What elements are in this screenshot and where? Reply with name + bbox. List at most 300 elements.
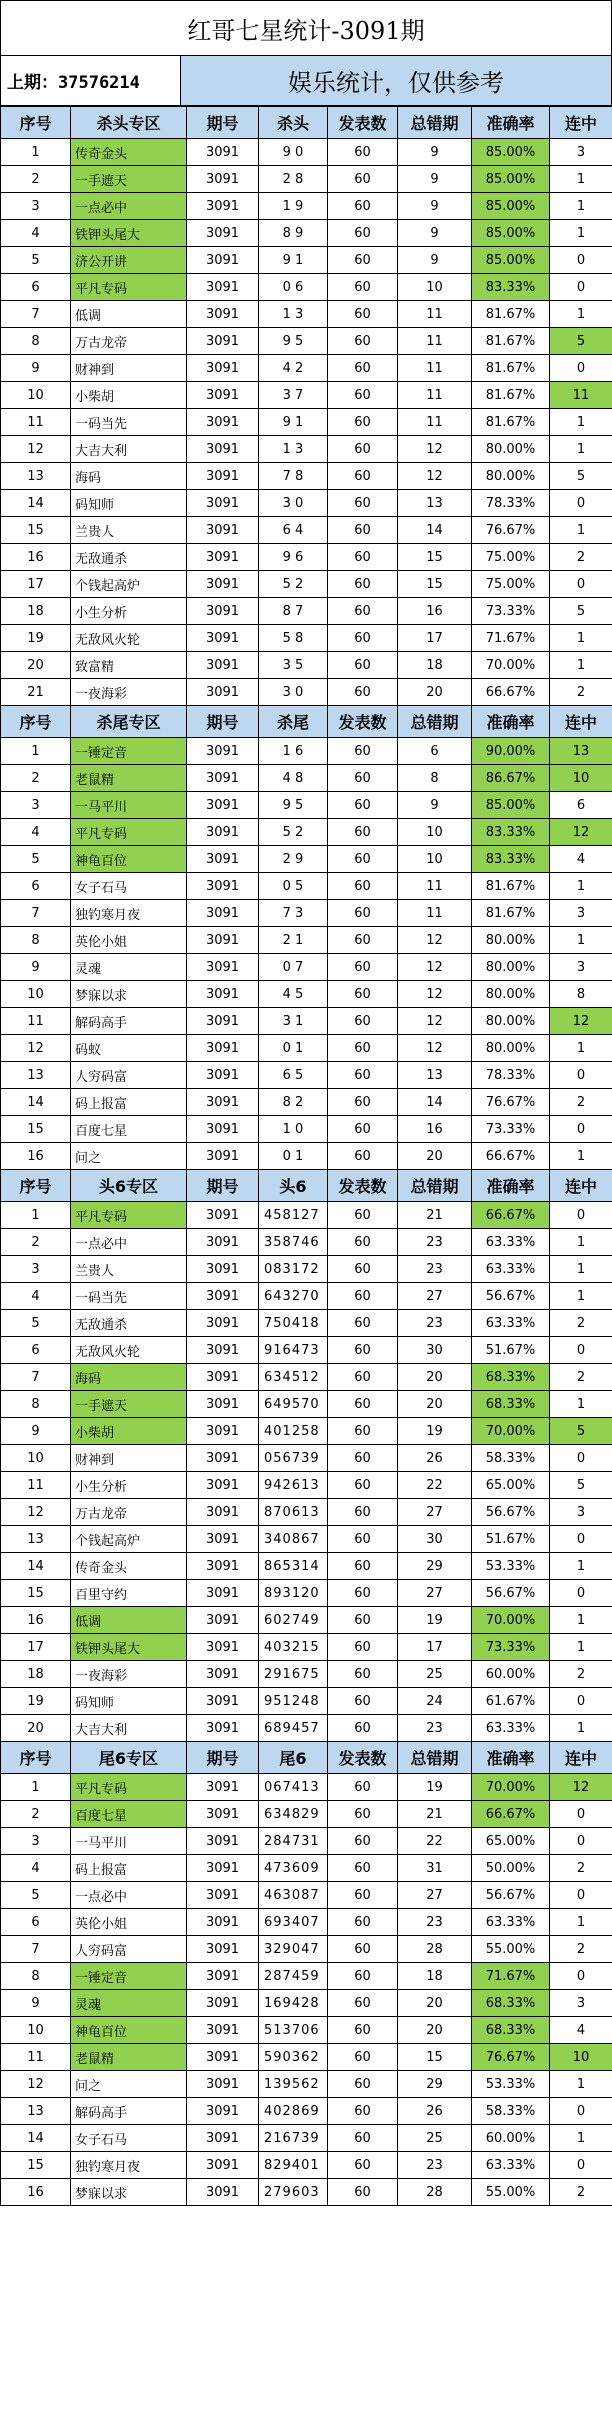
accuracy-rate: 73.33% (472, 1116, 550, 1143)
total-misses: 9 (398, 139, 472, 166)
post-count: 60 (328, 220, 398, 247)
period-number: 3091 (187, 220, 259, 247)
row-number: 11 (1, 1008, 71, 1035)
win-streak: 0 (550, 571, 612, 598)
pick-value: 2 9 (259, 846, 328, 873)
win-streak: 1 (550, 409, 612, 436)
win-streak: 3 (550, 954, 612, 981)
period-number: 3091 (187, 301, 259, 328)
table-row (1, 1774, 612, 1801)
total-misses: 23 (398, 2152, 472, 2179)
row-number: 12 (1, 2071, 71, 2098)
total-misses: 19 (398, 1607, 472, 1634)
total-misses: 28 (398, 1936, 472, 1963)
accuracy-rate: 71.67% (472, 625, 550, 652)
pick-value: 056739 (259, 1445, 328, 1472)
table-row (1, 1229, 612, 1256)
pick-value: 279603 (259, 2179, 328, 2206)
post-count: 60 (328, 954, 398, 981)
pick-value: 329047 (259, 1936, 328, 1963)
period-number: 3091 (187, 1089, 259, 1116)
period-number: 3091 (187, 1580, 259, 1607)
period-number: 3091 (187, 2179, 259, 2206)
table-row (1, 409, 612, 436)
table-row (1, 1310, 612, 1337)
accuracy-rate: 81.67% (472, 382, 550, 409)
table-row (1, 247, 612, 274)
period-number: 3091 (187, 139, 259, 166)
row-number: 1 (1, 1202, 71, 1229)
accuracy-rate: 56.67% (472, 1283, 550, 1310)
pick-value: 3 5 (259, 652, 328, 679)
post-count: 60 (328, 328, 398, 355)
expert-name: 解码高手 (71, 2098, 187, 2125)
win-streak: 2 (550, 544, 612, 571)
row-number: 5 (1, 1882, 71, 1909)
total-misses: 12 (398, 954, 472, 981)
expert-name: 致富精 (71, 652, 187, 679)
total-misses: 21 (398, 1202, 472, 1229)
accuracy-rate: 85.00% (472, 792, 550, 819)
period-number: 3091 (187, 1418, 259, 1445)
accuracy-rate: 85.00% (472, 247, 550, 274)
post-count: 60 (328, 900, 398, 927)
period-number: 3091 (187, 1256, 259, 1283)
win-streak: 1 (550, 1634, 612, 1661)
total-misses: 9 (398, 166, 472, 193)
pick-value: 067413 (259, 1774, 328, 1801)
total-misses: 27 (398, 1283, 472, 1310)
period-number: 3091 (187, 355, 259, 382)
expert-name: 小柴胡 (71, 382, 187, 409)
expert-name: 铁钾头尾大 (71, 1634, 187, 1661)
total-misses: 23 (398, 1256, 472, 1283)
pick-value: 4 2 (259, 355, 328, 382)
post-count: 60 (328, 2179, 398, 2206)
row-number: 21 (1, 679, 71, 706)
win-streak: 0 (550, 1580, 612, 1607)
pick-value: 750418 (259, 1310, 328, 1337)
accuracy-rate: 68.33% (472, 1990, 550, 2017)
accuracy-rate: 80.00% (472, 463, 550, 490)
column-header: 序号 (1, 1170, 71, 1202)
period-number: 3091 (187, 1445, 259, 1472)
win-streak: 1 (550, 220, 612, 247)
period-number: 3091 (187, 1310, 259, 1337)
row-number: 15 (1, 517, 71, 544)
period-number: 3091 (187, 436, 259, 463)
win-streak: 2 (550, 1089, 612, 1116)
accuracy-rate: 81.67% (472, 409, 550, 436)
post-count: 60 (328, 1283, 398, 1310)
pick-value: 463087 (259, 1882, 328, 1909)
table-row (1, 1337, 612, 1364)
period-number: 3091 (187, 517, 259, 544)
expert-name: 百度七星 (71, 1801, 187, 1828)
table-row (1, 1882, 612, 1909)
period-number: 3091 (187, 954, 259, 981)
win-streak: 12 (550, 1008, 612, 1035)
period-number: 3091 (187, 1143, 259, 1170)
accuracy-rate: 68.33% (472, 2017, 550, 2044)
pick-value: 649570 (259, 1391, 328, 1418)
total-misses: 15 (398, 571, 472, 598)
post-count: 60 (328, 166, 398, 193)
total-misses: 19 (398, 1418, 472, 1445)
accuracy-rate: 66.67% (472, 679, 550, 706)
table-row (1, 1256, 612, 1283)
total-misses: 9 (398, 247, 472, 274)
expert-name: 传奇金头 (71, 139, 187, 166)
table-row (1, 1283, 612, 1310)
post-count: 60 (328, 1607, 398, 1634)
pick-value: 6 4 (259, 517, 328, 544)
expert-name: 低调 (71, 1607, 187, 1634)
expert-name: 百度七星 (71, 1116, 187, 1143)
table-row (1, 2017, 612, 2044)
total-misses: 11 (398, 382, 472, 409)
post-count: 60 (328, 1364, 398, 1391)
accuracy-rate: 81.67% (472, 900, 550, 927)
row-number: 7 (1, 1364, 71, 1391)
table-row (1, 2152, 612, 2179)
period-number: 3091 (187, 1909, 259, 1936)
table-row (1, 220, 612, 247)
table-row (1, 1445, 612, 1472)
accuracy-rate: 80.00% (472, 1035, 550, 1062)
table-row (1, 1089, 612, 1116)
table-row (1, 679, 612, 706)
total-misses: 6 (398, 738, 472, 765)
expert-name: 个钱起高炉 (71, 571, 187, 598)
win-streak: 0 (550, 2098, 612, 2125)
row-number: 19 (1, 625, 71, 652)
expert-name: 老鼠精 (71, 765, 187, 792)
total-misses: 27 (398, 1499, 472, 1526)
column-header: 尾6专区 (71, 1742, 187, 1774)
win-streak: 12 (550, 819, 612, 846)
row-number: 13 (1, 1526, 71, 1553)
post-count: 60 (328, 382, 398, 409)
pick-value: 284731 (259, 1828, 328, 1855)
period-number: 3091 (187, 1337, 259, 1364)
period-number: 3091 (187, 1008, 259, 1035)
row-number: 4 (1, 819, 71, 846)
total-misses: 12 (398, 981, 472, 1008)
post-count: 60 (328, 1143, 398, 1170)
accuracy-rate: 81.67% (472, 301, 550, 328)
accuracy-rate: 63.33% (472, 1229, 550, 1256)
post-count: 60 (328, 1963, 398, 1990)
period-number: 3091 (187, 873, 259, 900)
pick-value: 870613 (259, 1499, 328, 1526)
post-count: 60 (328, 1634, 398, 1661)
expert-name: 百里守约 (71, 1580, 187, 1607)
table-row (1, 2098, 612, 2125)
expert-name: 码知师 (71, 1688, 187, 1715)
post-count: 60 (328, 1990, 398, 2017)
table-row (1, 436, 612, 463)
row-number: 5 (1, 1310, 71, 1337)
period-number: 3091 (187, 2152, 259, 2179)
post-count: 60 (328, 355, 398, 382)
pick-value: 401258 (259, 1418, 328, 1445)
pick-value: 291675 (259, 1661, 328, 1688)
pick-value: 829401 (259, 2152, 328, 2179)
expert-name: 一手遮天 (71, 166, 187, 193)
expert-name: 灵魂 (71, 954, 187, 981)
column-header: 杀尾专区 (71, 706, 187, 738)
expert-name: 海码 (71, 463, 187, 490)
table-row (1, 517, 612, 544)
win-streak: 1 (550, 1391, 612, 1418)
table-row (1, 2179, 612, 2206)
accuracy-rate: 76.67% (472, 1089, 550, 1116)
period-number: 3091 (187, 2125, 259, 2152)
win-streak: 1 (550, 301, 612, 328)
expert-name: 财神到 (71, 1445, 187, 1472)
win-streak: 0 (550, 355, 612, 382)
column-header: 期号 (187, 1742, 259, 1774)
win-streak: 3 (550, 1990, 612, 2017)
post-count: 60 (328, 1256, 398, 1283)
row-number: 16 (1, 544, 71, 571)
post-count: 60 (328, 652, 398, 679)
period-number: 3091 (187, 1661, 259, 1688)
period-number: 3091 (187, 2071, 259, 2098)
total-misses: 30 (398, 1337, 472, 1364)
win-streak: 3 (550, 1499, 612, 1526)
table-row (1, 1472, 612, 1499)
post-count: 60 (328, 2017, 398, 2044)
row-number: 4 (1, 220, 71, 247)
win-streak: 1 (550, 1909, 612, 1936)
win-streak: 13 (550, 738, 612, 765)
row-number: 3 (1, 1256, 71, 1283)
row-number: 3 (1, 1828, 71, 1855)
total-misses: 20 (398, 1143, 472, 1170)
table-row (1, 1364, 612, 1391)
total-misses: 22 (398, 1472, 472, 1499)
post-count: 60 (328, 1774, 398, 1801)
pick-value: 643270 (259, 1283, 328, 1310)
pick-value: 693407 (259, 1909, 328, 1936)
expert-name: 一锤定音 (71, 738, 187, 765)
total-misses: 14 (398, 517, 472, 544)
period-number: 3091 (187, 1116, 259, 1143)
accuracy-rate: 56.67% (472, 1882, 550, 1909)
win-streak: 10 (550, 765, 612, 792)
table-row (1, 571, 612, 598)
row-number: 1 (1, 1774, 71, 1801)
accuracy-rate: 81.67% (472, 328, 550, 355)
pick-value: 139562 (259, 2071, 328, 2098)
accuracy-rate: 83.33% (472, 819, 550, 846)
pick-value: 8 2 (259, 1089, 328, 1116)
expert-name: 问之 (71, 1143, 187, 1170)
accuracy-rate: 51.67% (472, 1526, 550, 1553)
expert-name: 码知师 (71, 490, 187, 517)
accuracy-rate: 66.67% (472, 1801, 550, 1828)
post-count: 60 (328, 738, 398, 765)
accuracy-rate: 71.67% (472, 1963, 550, 1990)
accuracy-rate: 75.00% (472, 571, 550, 598)
expert-name: 平凡专码 (71, 274, 187, 301)
pick-value: 473609 (259, 1855, 328, 1882)
column-header: 准确率 (472, 706, 550, 738)
total-misses: 20 (398, 2017, 472, 2044)
total-misses: 8 (398, 765, 472, 792)
expert-name: 平凡专码 (71, 819, 187, 846)
expert-name: 无敌风火轮 (71, 1337, 187, 1364)
post-count: 60 (328, 846, 398, 873)
total-misses: 11 (398, 355, 472, 382)
accuracy-rate: 66.67% (472, 1202, 550, 1229)
total-misses: 20 (398, 1391, 472, 1418)
expert-name: 神龟百位 (71, 846, 187, 873)
row-number: 5 (1, 247, 71, 274)
win-streak: 2 (550, 1661, 612, 1688)
win-streak: 1 (550, 2071, 612, 2098)
pick-value: 951248 (259, 1688, 328, 1715)
row-number: 6 (1, 873, 71, 900)
row-number: 2 (1, 166, 71, 193)
row-number: 14 (1, 1553, 71, 1580)
expert-name: 一点必中 (71, 1882, 187, 1909)
row-number: 20 (1, 1715, 71, 1742)
expert-name: 兰贵人 (71, 517, 187, 544)
accuracy-rate: 58.33% (472, 1445, 550, 1472)
period-number: 3091 (187, 846, 259, 873)
post-count: 60 (328, 1418, 398, 1445)
accuracy-rate: 63.33% (472, 1715, 550, 1742)
win-streak: 5 (550, 598, 612, 625)
pick-value: 893120 (259, 1580, 328, 1607)
pick-value: 7 8 (259, 463, 328, 490)
expert-name: 梦寐以求 (71, 2179, 187, 2206)
table-row (1, 1936, 612, 1963)
table-row (1, 1715, 612, 1742)
expert-name: 英伦小姐 (71, 927, 187, 954)
win-streak: 1 (550, 2125, 612, 2152)
row-number: 10 (1, 981, 71, 1008)
column-header: 序号 (1, 107, 71, 139)
accuracy-rate: 66.67% (472, 1143, 550, 1170)
row-number: 14 (1, 2125, 71, 2152)
total-misses: 11 (398, 900, 472, 927)
period-number: 3091 (187, 382, 259, 409)
expert-name: 一锤定音 (71, 1963, 187, 1990)
row-number: 13 (1, 2098, 71, 2125)
win-streak: 1 (550, 1715, 612, 1742)
expert-name: 济公开讲 (71, 247, 187, 274)
pick-value: 3 1 (259, 1008, 328, 1035)
table-row (1, 1202, 612, 1229)
expert-name: 神龟百位 (71, 2017, 187, 2044)
accuracy-rate: 70.00% (472, 1774, 550, 1801)
period-number: 3091 (187, 1472, 259, 1499)
expert-name: 女子石马 (71, 873, 187, 900)
table-row (1, 981, 612, 1008)
row-number: 8 (1, 1391, 71, 1418)
table-row (1, 954, 612, 981)
post-count: 60 (328, 1089, 398, 1116)
period-number: 3091 (187, 247, 259, 274)
total-misses: 15 (398, 2044, 472, 2071)
period-number: 3091 (187, 738, 259, 765)
accuracy-rate: 80.00% (472, 1008, 550, 1035)
column-header: 期号 (187, 1170, 259, 1202)
expert-name: 问之 (71, 2071, 187, 2098)
total-misses: 19 (398, 1774, 472, 1801)
period-number: 3091 (187, 1855, 259, 1882)
table-row (1, 792, 612, 819)
accuracy-rate: 85.00% (472, 193, 550, 220)
column-header: 发表数 (328, 107, 398, 139)
table-row (1, 873, 612, 900)
section-header-row (1, 107, 612, 139)
period-number: 3091 (187, 2044, 259, 2071)
post-count: 60 (328, 1445, 398, 1472)
pick-value: 602749 (259, 1607, 328, 1634)
total-misses: 17 (398, 1634, 472, 1661)
expert-name: 传奇金头 (71, 1553, 187, 1580)
post-count: 60 (328, 1310, 398, 1337)
expert-name: 平凡专码 (71, 1774, 187, 1801)
expert-name: 小柴胡 (71, 1418, 187, 1445)
win-streak: 1 (550, 1143, 612, 1170)
expert-name: 低调 (71, 301, 187, 328)
accuracy-rate: 81.67% (472, 873, 550, 900)
row-number: 11 (1, 409, 71, 436)
pick-value: 5 2 (259, 571, 328, 598)
period-number: 3091 (187, 1963, 259, 1990)
row-number: 6 (1, 1909, 71, 1936)
table-row (1, 1116, 612, 1143)
period-number: 3091 (187, 1715, 259, 1742)
column-header: 杀头 (259, 107, 328, 139)
expert-name: 女子石马 (71, 2125, 187, 2152)
table-row (1, 544, 612, 571)
win-streak: 0 (550, 1882, 612, 1909)
period-number: 3091 (187, 792, 259, 819)
period-number: 3091 (187, 1391, 259, 1418)
period-number: 3091 (187, 328, 259, 355)
table-row (1, 765, 612, 792)
total-misses: 16 (398, 598, 472, 625)
table-row (1, 1828, 612, 1855)
table-row (1, 139, 612, 166)
win-streak: 1 (550, 166, 612, 193)
pick-value: 403215 (259, 1634, 328, 1661)
post-count: 60 (328, 1801, 398, 1828)
accuracy-rate: 76.67% (472, 2044, 550, 2071)
pick-value: 340867 (259, 1526, 328, 1553)
row-number: 14 (1, 1089, 71, 1116)
expert-name: 小生分析 (71, 598, 187, 625)
table-row (1, 1499, 612, 1526)
accuracy-rate: 80.00% (472, 436, 550, 463)
post-count: 60 (328, 819, 398, 846)
period-number: 3091 (187, 2098, 259, 2125)
expert-name: 灵魂 (71, 1990, 187, 2017)
win-streak: 1 (550, 652, 612, 679)
disclaimer-banner: 娱乐统计，仅供参考 (181, 56, 611, 105)
accuracy-rate: 55.00% (472, 1936, 550, 1963)
win-streak: 2 (550, 679, 612, 706)
pick-value: 402869 (259, 2098, 328, 2125)
expert-name: 独钓寒月夜 (71, 2152, 187, 2179)
